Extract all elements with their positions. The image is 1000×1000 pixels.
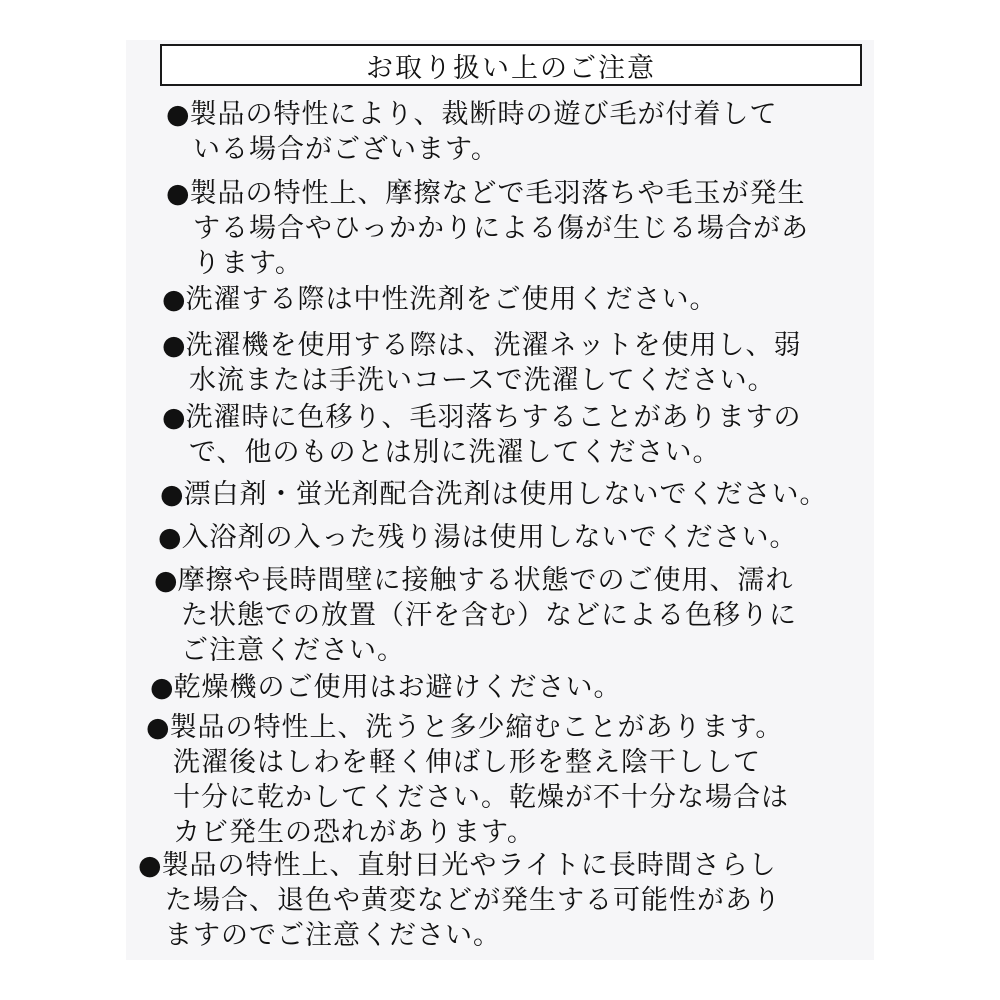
care-item-5-line-1: 洗濯時に色移り、毛羽落ちすることがありますの	[185, 402, 802, 433]
care-title: お取り扱い上のご注意	[160, 44, 862, 86]
care-item-6	[160, 477, 828, 512]
care-item-10-line-1: 製品の特性上、洗うと多少縮むことがあります。	[169, 712, 784, 743]
care-item-3	[162, 282, 718, 317]
care-item-11-line-1: 製品の特性上、直射日光やライトに長時間さらし	[161, 850, 777, 881]
bullet-icon: ●	[146, 712, 170, 743]
care-item-11-line-2: た場合、退色や黄変などが発生する可能性があり	[165, 885, 781, 916]
care-item-4	[162, 328, 802, 398]
care-label	[126, 40, 874, 960]
care-item-2-line-2: する場合やひっかかりによる傷が生じる場合があ	[193, 213, 809, 244]
care-item-2	[166, 176, 809, 281]
care-item-8-line-1: 摩擦や長時間壁に接触する状態でのご使用、濡れ	[177, 565, 794, 596]
bullet-icon: ●	[162, 330, 186, 361]
care-item-5	[162, 400, 802, 470]
care-item-1-line-2: いる場合がございます。	[193, 134, 499, 165]
care-item-9	[150, 670, 622, 705]
care-item-10-line-2: 洗濯後はしわを軽く伸ばし形を整え陰干しして	[173, 747, 761, 778]
bullet-icon: ●	[138, 850, 162, 881]
care-item-4-line-1: 洗濯機を使用する際は、洗濯ネットを使用し、弱	[185, 330, 802, 361]
care-item-10	[146, 710, 789, 850]
bullet-icon: ●	[166, 99, 190, 130]
care-item-6-line-1: 漂白剤・蛍光剤配合洗剤は使用しないでください。	[183, 479, 828, 510]
bullet-icon: ●	[154, 565, 178, 596]
bullet-icon: ●	[150, 672, 174, 703]
care-item-1-line-1: 製品の特性により、裁断時の遊び毛が付着して	[189, 99, 778, 130]
care-item-10-line-3: 十分に乾かしてください。乾燥が不十分な場合は	[173, 782, 789, 813]
care-item-1	[166, 97, 778, 167]
bullet-icon: ●	[162, 284, 186, 315]
care-item-7-line-1: 入浴剤の入った残り湯は使用しないでください。	[181, 522, 798, 553]
bullet-icon: ●	[166, 178, 190, 209]
care-item-4-line-2: 水流または手洗いコースで洗濯してください。	[189, 365, 776, 396]
care-item-7	[158, 520, 798, 555]
care-item-5-line-2: で、他のものとは別に洗濯してください。	[189, 437, 721, 468]
care-item-8-line-3: ご注意ください。	[181, 635, 405, 666]
care-item-2-line-3: ります。	[193, 248, 303, 279]
care-item-10-line-4: カビ発生の恐れがあります。	[173, 817, 535, 848]
care-item-8	[154, 563, 797, 668]
care-item-8-line-2: た状態での放置（汗を含む）などによる色移りに	[181, 600, 797, 631]
care-item-3-line-1: 洗濯する際は中性洗剤をご使用ください。	[185, 284, 718, 315]
care-item-2-line-1: 製品の特性上、摩擦などで毛羽落ちや毛玉が発生	[189, 178, 806, 209]
bullet-icon: ●	[158, 522, 182, 553]
care-item-11-line-3: ますのでご注意ください。	[165, 920, 501, 951]
care-item-9-line-1: 乾燥機のご使用はお避けください。	[173, 672, 622, 703]
bullet-icon: ●	[162, 402, 186, 433]
care-item-11	[138, 848, 781, 953]
bullet-icon: ●	[160, 479, 184, 510]
